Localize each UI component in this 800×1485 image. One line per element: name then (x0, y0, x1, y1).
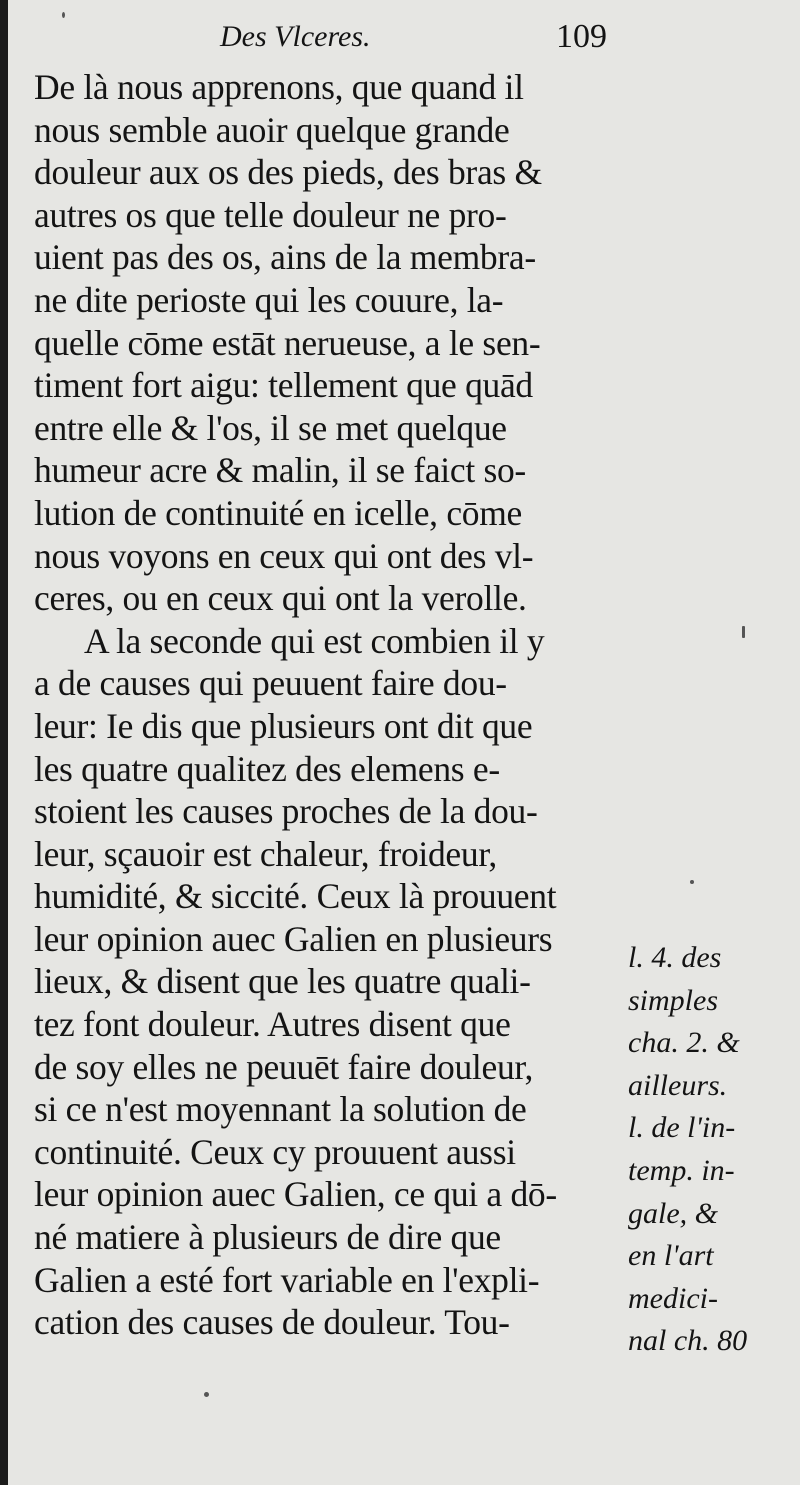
marginal-note-line: temp. in- (628, 1153, 735, 1187)
text-line: Galien a esté fort variable en l'expli- (34, 1259, 540, 1300)
text-line: continuité. Ceux cy prouuent aussi (34, 1131, 516, 1172)
marginal-note-line: simples (628, 983, 718, 1017)
text-line: timent fort aigu: tellement que quād (34, 365, 533, 406)
text-line: humidité, & siccité. Ceux là prouuent (34, 876, 557, 917)
text-line: nous semble auoir quelque grande (34, 109, 510, 150)
page-number: 109 (556, 18, 607, 55)
text-line: de soy elles ne peuuēt faire douleur, (34, 1046, 534, 1087)
page-header (8, 18, 800, 66)
marginal-note-line: en l'art (628, 1239, 714, 1273)
ink-speck (204, 1392, 209, 1397)
text-line: entre elle & l'os, il se met quelque (34, 407, 507, 448)
marginal-note-line: gale, & (628, 1196, 718, 1230)
ink-speck (62, 12, 65, 18)
text-line: De là nous apprenons, que quand il (34, 67, 524, 107)
text-line: lieux, & disent que les quatre quali- (34, 961, 531, 1002)
text-line: nous voyons en ceux qui ont des vl- (34, 535, 534, 576)
marginal-note-line: ailleurs. (628, 1068, 728, 1102)
marginal-note-line: nal ch. 80 (628, 1324, 748, 1358)
text-line: leur opinion auec Galien en plusieurs (34, 918, 553, 959)
ink-speck (742, 626, 745, 638)
text-line: cation des causes de douleur. Tou- (34, 1302, 510, 1343)
marginal-note-line: medici- (628, 1281, 718, 1315)
text-line: ne dite perioste qui les couure, la- (34, 279, 504, 320)
book-page (8, 0, 800, 1485)
marginal-note (628, 937, 788, 1363)
marginal-note-line: cha. 2. & (628, 1026, 740, 1060)
text-line: les quatre qualitez des elemens e- (34, 748, 500, 789)
body-text (34, 66, 624, 1344)
running-title: Des Vlceres. (220, 20, 371, 53)
text-line: si ce n'est moyennant la solution de (34, 1089, 527, 1130)
text-line: douleur aux os des pieds, des bras & (34, 152, 542, 193)
text-line: tez font douleur. Autres disent que (34, 1004, 511, 1045)
text-line: leur, sçauoir est chaleur, froideur, (34, 833, 497, 874)
text-line: ceres, ou en ceux qui ont la verolle. (34, 578, 527, 619)
text-line: uient pas des os, ains de la membra- (34, 237, 536, 278)
text-line: leur: Ie dis que plusieurs ont dit que (34, 705, 533, 746)
text-line: quelle cōme estāt nerueuse, a le sen- (34, 322, 541, 363)
marginal-note-line: l. 4. des (628, 941, 722, 974)
text-line: a de causes qui peuuent faire dou- (34, 663, 507, 704)
text-line: stoient les causes proches de la dou- (34, 791, 538, 832)
text-line: autres os que telle douleur ne pro- (34, 194, 507, 235)
text-line: né matiere à plusieurs de dire que (34, 1217, 501, 1258)
ink-speck (690, 880, 694, 884)
paragraph-start-line: A la seconde qui est combien il y (84, 620, 545, 661)
text-line: lution de continuité en icelle, cōme (34, 492, 523, 533)
text-line: humeur acre & malin, il se faict so- (34, 450, 526, 491)
text-line: leur opinion auec Galien, ce qui a dō- (34, 1174, 557, 1215)
marginal-note-line: l. de l'in- (628, 1111, 736, 1145)
